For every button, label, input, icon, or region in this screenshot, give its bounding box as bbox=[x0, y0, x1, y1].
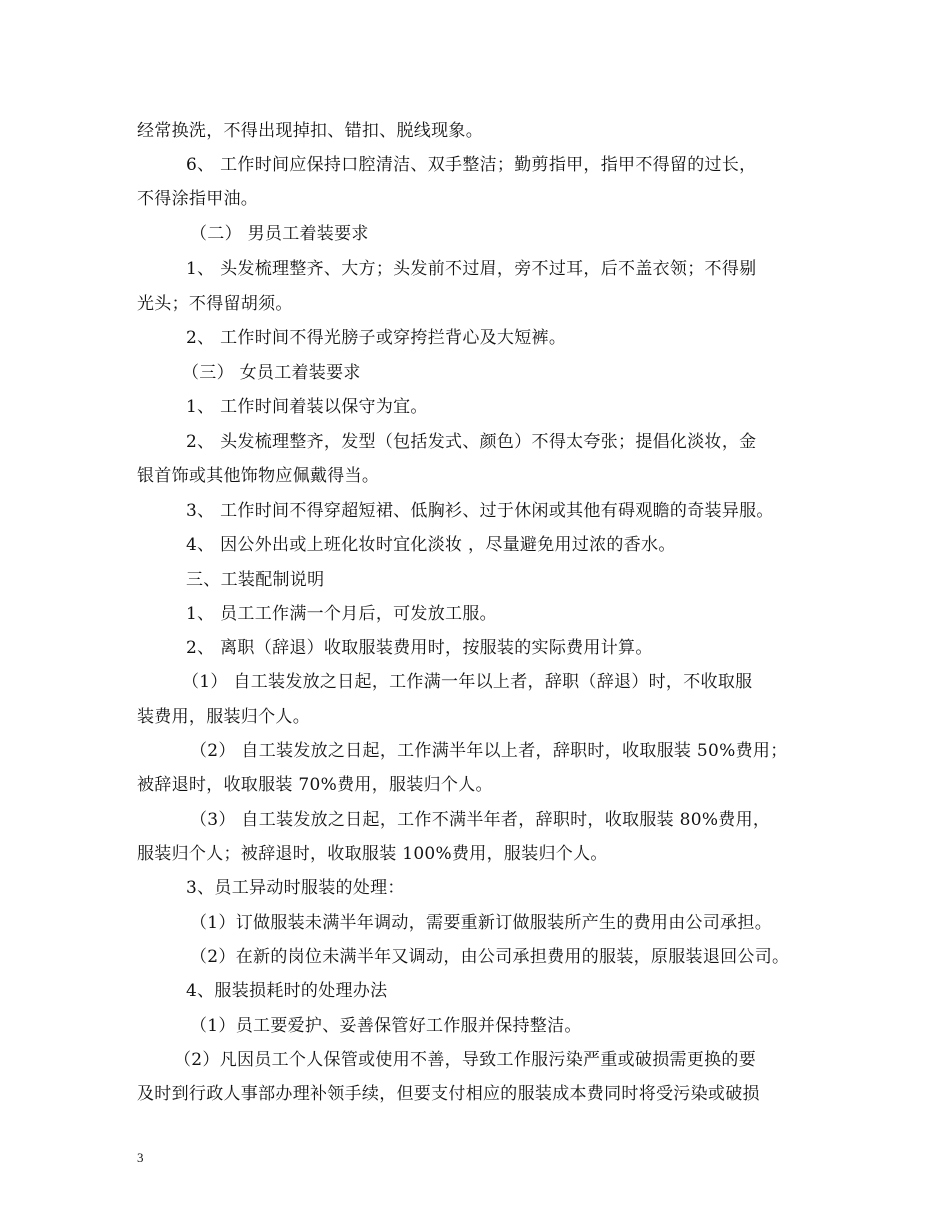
text-line: 1、 工作时间着装以保守为宜。 bbox=[186, 397, 428, 417]
text-line: （1）员工要爱护、妥善保管好工作服并保持整洁。 bbox=[190, 1016, 582, 1036]
text-line: 被辞退时，收取服装 70%费用，服装归个人。 bbox=[137, 775, 493, 795]
text-line: 经常换洗，不得出现掉扣、错扣、脱线现象。 bbox=[137, 121, 483, 141]
text-line: 及时到行政人事部办理补领手续，但要支付相应的服装成本费同时将受污染或破损 bbox=[137, 1084, 760, 1104]
section-heading: 三、工装配制说明 bbox=[186, 570, 325, 590]
text-line: （2） 自工装发放之日起，工作满半年以上者，辞职时，收取服装 50%费用； bbox=[190, 741, 788, 761]
text-line: 3、 工作时间不得穿超短裙、低胸衫、过于休闲或其他有碍观瞻的奇装异服。 bbox=[186, 501, 774, 521]
text-line: 装费用，服装归个人。 bbox=[137, 707, 310, 727]
text-line: 2、 离职（辞退）收取服装费用时，按服装的实际费用计算。 bbox=[186, 638, 653, 658]
text-line: （1） 自工装发放之日起，工作满一年以上者，辞职（辞退）时，不收取服 bbox=[182, 672, 753, 692]
text-line: （2）在新的岗位未满半年又调动，由公司承担费用的服装，原服装退回公司。 bbox=[190, 947, 790, 967]
text-line: 不得涂指甲油。 bbox=[137, 189, 259, 209]
text-line: 4、 因公外出或上班化妆时宜化淡妆 ，尽量避免用过浓的香水。 bbox=[186, 535, 676, 555]
text-line: （1）订做服装未满半年调动，需要重新订做服装所产生的费用由公司承担。 bbox=[190, 913, 773, 933]
text-line: 6、 工作时间应保持口腔清洁、双手整洁；勤剪指甲，指甲不得留的过长， bbox=[186, 155, 757, 175]
section-heading: 3、员工异动时服装的处理： bbox=[186, 878, 405, 898]
text-line: 银首饰或其他饰物应佩戴得当。 bbox=[137, 466, 380, 486]
text-line: （2）凡因员工个人保管或使用不善，导致工作服污染严重或破损需更换的要 bbox=[174, 1050, 757, 1070]
section-heading: 4、服装损耗时的处理办法 bbox=[186, 981, 388, 1001]
text-line: 服装归个人；被辞退时，收取服装 100%费用，服装归个人。 bbox=[137, 844, 608, 864]
text-line: 2、 头发梳理整齐，发型（包括发式、颜色）不得太夸张；提倡化淡妆，金 bbox=[186, 432, 757, 452]
text-line: 2、 工作时间不得光膀子或穿挎拦背心及大短裤。 bbox=[186, 328, 567, 348]
text-line: 光头；不得留胡须。 bbox=[137, 294, 293, 314]
page-number: 3 bbox=[137, 1150, 144, 1165]
text-line: 1、 头发梳理整齐、大方；头发前不过眉，旁不过耳，后不盖衣领；不得剔 bbox=[186, 259, 757, 279]
text-line: （3） 自工装发放之日起，工作不满半年者，辞职时，收取服装 80%费用， bbox=[190, 810, 771, 830]
section-heading: （二） 男员工着装要求 bbox=[190, 224, 369, 244]
text-line: 1、 员工工作满一个月后，可发放工服。 bbox=[186, 604, 497, 624]
section-heading: （三） 女员工着装要求 bbox=[182, 363, 361, 383]
